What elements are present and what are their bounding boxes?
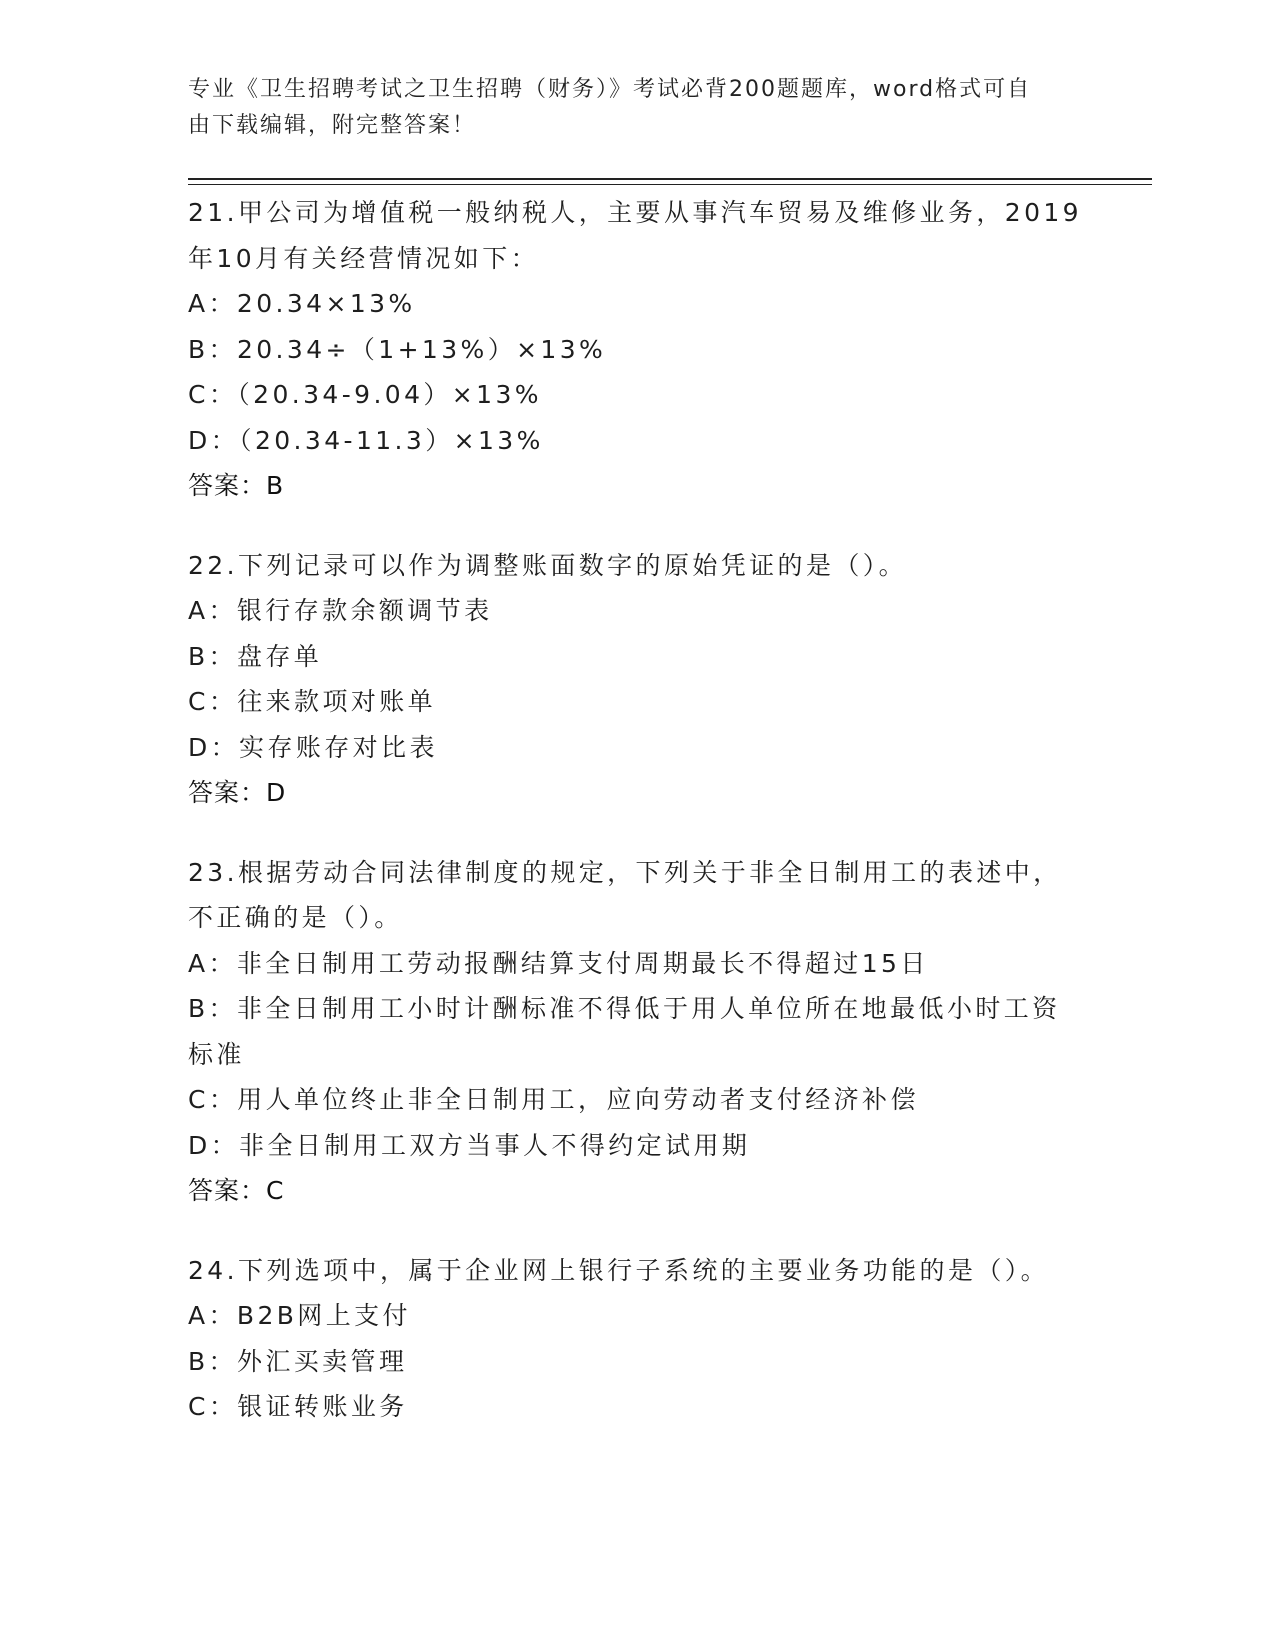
option-b: B：外汇买卖管理	[188, 1346, 408, 1376]
question-stem: 23.根据劳动合同法律制度的规定，下列关于非全日制用工的表述中，	[188, 857, 1062, 887]
question-22	[188, 543, 1088, 816]
option-a: A：B2B网上支付	[188, 1301, 411, 1330]
question-24	[188, 1248, 1088, 1430]
question-stem: 22.下列记录可以作为调整账面数字的原始凭证的是（）。	[188, 550, 908, 580]
question-stem: 24.下列选项中，属于企业网上银行子系统的主要业务功能的是（）。	[188, 1255, 1050, 1285]
option-b-continued: 标准	[188, 1039, 245, 1069]
question-list	[188, 190, 1088, 1464]
answer-text: 答案：D	[188, 778, 287, 807]
option-d: D：非全日制用工双方当事人不得约定试用期	[188, 1130, 751, 1160]
question-stem: 年10月有关经营情况如下：	[188, 243, 540, 273]
answer-text: 答案：C	[188, 1176, 285, 1205]
option-a: A：银行存款余额调节表	[188, 596, 493, 625]
answer-text: 答案：B	[188, 471, 285, 500]
header-line-1: 专业《卫生招聘考试之卫生招聘（财务）》考试必背200题题库，word格式可自	[188, 77, 1032, 102]
option-c: C：用人单位终止非全日制用工，应向劳动者支付经济补偿	[188, 1085, 919, 1114]
option-c: C：银证转账业务	[188, 1392, 408, 1421]
header-line-2: 由下载编辑，附完整答案！	[188, 113, 477, 138]
option-d: D：实存账存对比表	[188, 732, 438, 762]
header-divider-thick	[188, 178, 1152, 180]
option-a: A：非全日制用工劳动报酬结算支付周期最长不得超过15日	[188, 948, 929, 978]
option-b: B：非全日制用工小时计酬标准不得低于用人单位所在地最低小时工资	[188, 994, 1061, 1023]
question-stem: 21.甲公司为增值税一般纳税人，主要从事汽车贸易及维修业务，2019	[188, 198, 1082, 227]
option-c: C：（20.34-9.04）×13%	[188, 380, 542, 409]
option-a: A：20.34×13%	[188, 289, 416, 318]
option-d: D：（20.34-11.3）×13%	[188, 425, 544, 455]
question-stem: 不正确的是（）。	[188, 903, 403, 932]
option-c: C：往来款项对账单	[188, 687, 437, 716]
option-b: B：20.34÷（1+13%）×13%	[188, 334, 607, 364]
header-divider-thin	[188, 184, 1152, 185]
question-21	[188, 190, 1088, 509]
document-header	[188, 72, 1088, 144]
question-23	[188, 850, 1088, 1214]
option-b: B：盘存单	[188, 641, 323, 671]
